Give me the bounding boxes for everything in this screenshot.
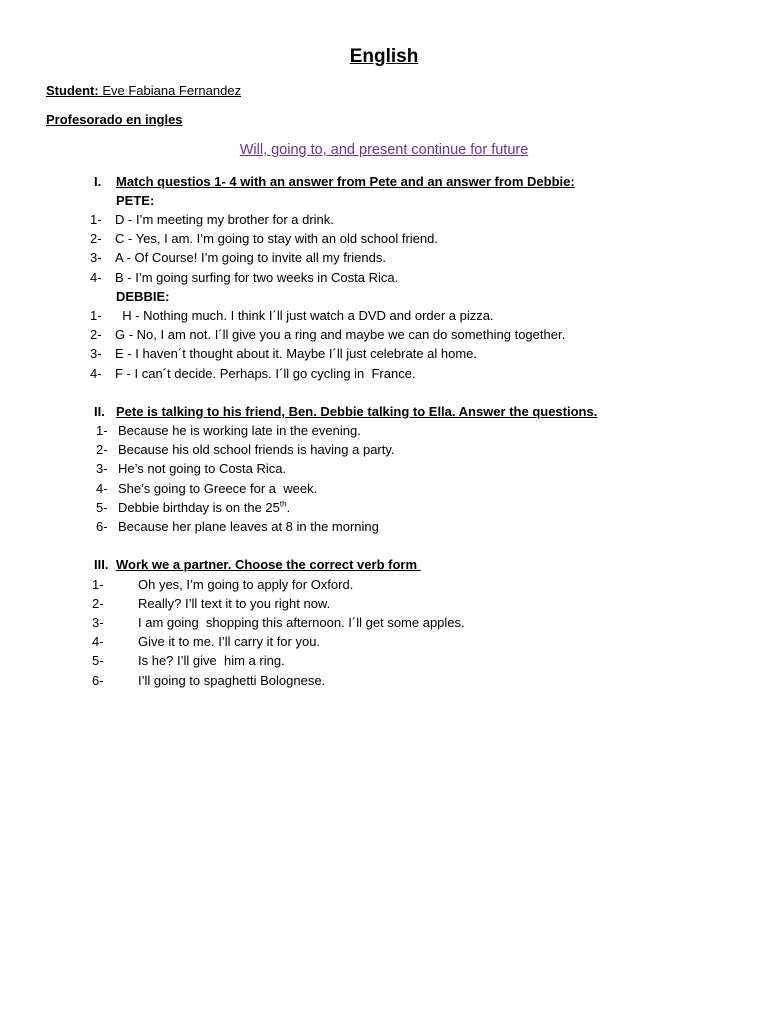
- item-number: 2-: [90, 231, 102, 246]
- ordinal-suffix: th: [279, 499, 287, 509]
- item-number: 6-: [96, 519, 108, 534]
- item-text: D - I’m meeting my brother for a drink.: [115, 212, 334, 227]
- section-2-heading-text: Pete is talking to his friend, Ben. Debbie talking to Ella. Answer the questions.: [116, 404, 598, 419]
- item-text: Because he is working late in the evening.: [118, 423, 361, 438]
- item-number: 3-: [96, 461, 108, 476]
- item-number: 5-: [96, 500, 108, 515]
- item-text: F - I can´t decide. Perhaps. I´ll go cycling in France.: [115, 366, 416, 381]
- item-text: Oh yes, I’m going to apply for Oxford.: [138, 577, 354, 592]
- item-text: I am going shopping this afternoon. I´ll get some apples.: [138, 615, 465, 630]
- item-text: B - I’m going surfing for two weeks in Costa Rica.: [115, 270, 399, 285]
- item-number: 2-: [90, 327, 102, 342]
- item-number: 1-: [90, 212, 102, 227]
- student-line: [46, 83, 241, 98]
- item-text: A - Of Course! I’m going to invite all my friends.: [115, 250, 386, 265]
- item-text-end: .: [286, 500, 291, 515]
- item-text: Because her plane leaves at 8 in the morning: [118, 519, 379, 534]
- section-3-heading-text: Work we a partner. Choose the correct verb form: [116, 557, 421, 572]
- student-name: Eve Fabiana Fernandez: [98, 83, 242, 98]
- item-text: [118, 500, 290, 516]
- item-number: 2-: [96, 442, 108, 457]
- item-number: 1-: [90, 308, 102, 323]
- section-1-numeral: I.: [94, 174, 102, 189]
- item-number: 2-: [92, 596, 104, 611]
- item-number: 5-: [92, 653, 104, 668]
- section-3-numeral: III.: [94, 557, 109, 572]
- item-number: 4-: [90, 270, 102, 285]
- item-number: 3-: [90, 346, 102, 361]
- item-number: 4-: [90, 366, 102, 381]
- item-text: Is he? I’ll give him a ring.: [138, 653, 285, 668]
- item-number: 1-: [96, 423, 108, 438]
- item-text: Really? I’ll text it to you right now.: [138, 596, 331, 611]
- item-number: 3-: [90, 250, 102, 265]
- section-2-numeral: II.: [94, 404, 105, 419]
- item-text-main: Debbie birthday is on the 25: [118, 500, 280, 515]
- item-text: Give it to me. I’ll carry it for you.: [138, 634, 321, 649]
- item-number: 4-: [96, 481, 108, 496]
- course-line: Profesorado en ingles: [46, 112, 183, 127]
- item-text: I’ll going to spaghetti Bolognese.: [138, 673, 326, 688]
- item-number: 1-: [92, 577, 104, 592]
- student-label: Student:: [46, 83, 99, 98]
- item-text: E - I haven´t thought about it. Maybe I´ll just celebrate al home.: [115, 346, 478, 361]
- item-text: She’s going to Greece for a week.: [118, 481, 318, 496]
- item-number: 6-: [92, 673, 104, 688]
- item-text: H - Nothing much. I think I´ll just watch a DVD and order a pizza.: [115, 308, 494, 323]
- worksheet-subtitle: Will, going to, and present continue for future: [239, 142, 529, 158]
- debbie-label: DEBBIE:: [116, 289, 170, 304]
- item-text: Because his old school friends is having a party.: [118, 442, 395, 457]
- section-1-heading-text: Match questios 1- 4 with an answer from Pete and an answer from Debbie:: [116, 174, 575, 189]
- item-text: He’s not going to Costa Rica.: [118, 461, 287, 476]
- page-title: English: [349, 46, 419, 67]
- item-number: 3-: [92, 615, 104, 630]
- pete-label: PETE:: [116, 193, 155, 208]
- item-text: C - Yes, I am. I’m going to stay with an old school friend.: [115, 231, 438, 246]
- item-number: 4-: [92, 634, 104, 649]
- item-text: G - No, I am not. I´ll give you a ring and maybe we can do something together.: [115, 327, 566, 342]
